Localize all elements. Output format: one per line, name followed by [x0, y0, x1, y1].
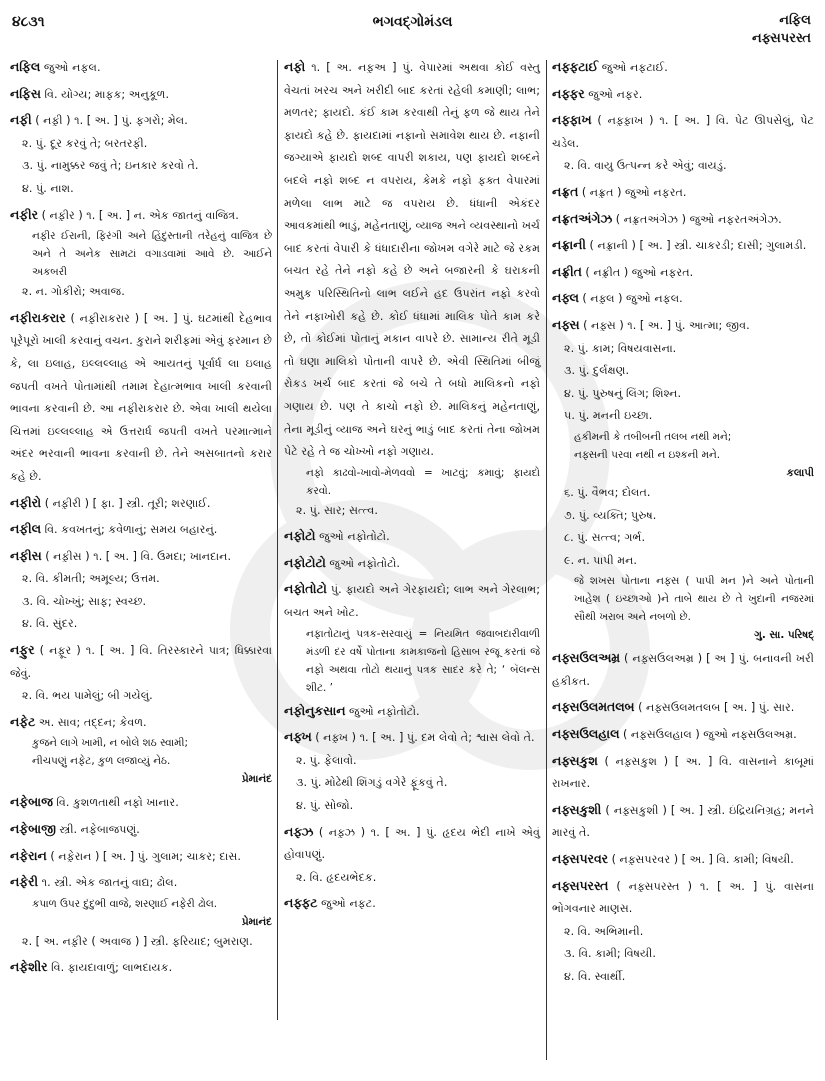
definition: ( નફ઼ીર ) ૧. [ અ. ] ન. એક જાતનું વાજિત્ર. — [41, 208, 239, 222]
headword: નફ્સ — [552, 316, 580, 332]
definition: વિ. યોગ્ય; માફક; અનુકૂળ. — [44, 87, 170, 101]
definition: વિ. કવખતનું; કવેળાનું; સમય બહારનું. — [44, 523, 218, 537]
definition: ( નફ઼્ખ ) ૧. [ અ. ] પું. દમ લેવો તે; શ્વાસ લેવો તે. — [315, 731, 535, 745]
sense: ૫. પું. મનની ઇચ્છા. — [564, 409, 653, 423]
dictionary-entry — [284, 892, 540, 916]
dictionary-entry — [552, 875, 814, 989]
dictionary-entry — [284, 552, 540, 576]
dictionary-entry — [552, 83, 814, 107]
guide-word-last: નફ્સપરસ્ત — [751, 31, 811, 46]
dictionary-entry — [552, 848, 814, 872]
sense: ૨. વિ. અભિમાની. — [564, 924, 644, 938]
headword: નફ્ફર — [552, 85, 585, 101]
headword: નફીલ — [10, 521, 41, 537]
sense: ૨. વિ. વાયુ ઉત્પન્ન કરે એવું; વાયડું. — [564, 159, 727, 173]
definition: ( નફ઼્સ ) ૧. [ અ. ] પું. આત્મા; જીવ. — [583, 318, 750, 332]
definition: ( નફ઼્સકુશી ) [ અ. ] સ્ત્રી. ઇંદ્રિયનિગ્રહ; મનને મારવું તે. — [552, 803, 814, 840]
dictionary-entry — [10, 492, 272, 516]
sense: ૨. વિ. ભય પામેલું; બી ગયેલું. — [22, 689, 153, 703]
guide-word-first: નફિલ — [779, 13, 811, 28]
quotation: જે શખસ પોતાના નફ્સ ( પાપી મન )ને અને પોતાની ખાહેશ ( ઇચ્છાઓ )ને તાબે થાય છે તે ખુદાની નજરમાં સૌથી ખરાબ અને નબળો છે. — [574, 575, 814, 624]
definition: જુઓ નફર. — [588, 87, 643, 101]
dictionary-entry — [10, 845, 272, 869]
definition: ( નફ઼્ઝ ) ૧. [ અ. ] પું. હૃદય ભેદી નાખે એવું હોવાપણું. — [284, 825, 541, 862]
column-3 — [552, 56, 814, 992]
dictionary-entry — [552, 181, 814, 205]
definition: ( નફ઼્રાની ) [ અ. ] સ્ત્રી. ચાકરડી; દાસી; ગુલામડી. — [589, 239, 807, 253]
definition: વિ. કુશળતાથી નફો ખાનાર. — [56, 796, 179, 810]
dictionary-entry — [284, 578, 540, 696]
headword: નફ્લ — [552, 290, 579, 306]
sense: ૪. વિ. સુંદર. — [22, 617, 78, 631]
headword: નફિલ — [10, 59, 41, 74]
definition: જુઓ નફટ. — [321, 897, 376, 911]
sense: ૮. પું. સત્ત્વ; ગર્ભ. — [564, 531, 646, 545]
dictionary-entry — [10, 818, 272, 842]
dictionary-entry — [10, 204, 272, 304]
dictionary-entry — [10, 791, 272, 815]
sense: ૪. વિ. સ્વાર્થી. — [564, 970, 626, 983]
dictionary-entry — [10, 956, 272, 980]
column-2 — [284, 56, 540, 919]
page-header — [0, 0, 825, 52]
headword: નફીરાકરાર — [10, 309, 66, 325]
headword: નફ્સઉલઅમ્ર — [552, 650, 621, 666]
headword: નફ્સપરસ્ત — [552, 877, 609, 893]
headword: નફ્સપરવર — [552, 851, 609, 867]
book-title: ભગવદ્ગોમંડલ — [372, 14, 453, 30]
headword: નફુર — [10, 642, 35, 658]
page-number: ૪૮૩૧ — [12, 14, 45, 30]
quotation: હકીમની કે તબીબની તલબ નથી મને; — [574, 430, 732, 443]
quotation: નીચપણું નફેટ, કુળ લજાવ્યું નેઠ. — [32, 755, 171, 768]
sense: ૩. પું. દુર્લક્ષણ. — [564, 364, 630, 378]
dictionary-entry — [284, 525, 540, 549]
headword: નફ્ઝ — [284, 823, 314, 839]
headword: નફોટોટો — [284, 554, 326, 570]
definition: ( નફ઼્રીત ) જુઓ નફરત. — [585, 265, 694, 279]
headword: નફ્રતઅંગેઝ — [552, 210, 613, 226]
definition: ( નફ઼ેરાન ) [ અ. ] પું. ગુલામ; ચાકર; દાસ. — [50, 849, 241, 863]
dictionary-entry — [552, 109, 814, 178]
headword: નફ્રાની — [552, 237, 586, 253]
dictionary-entry — [10, 518, 272, 542]
dictionary-entry — [10, 83, 272, 107]
headword: નફિસ — [10, 85, 41, 101]
dictionary-entry — [284, 700, 540, 724]
dictionary-entry — [552, 799, 814, 845]
dictionary-entry — [10, 307, 272, 489]
definition: ( નફ઼્રત ) જુઓ નફરત. — [581, 185, 687, 199]
definition: ( નફ઼ીસ ) ૧. [ અ. ] વિ. ઉમદા; ખાનદાન. — [45, 549, 232, 563]
headword: નફોટો — [284, 528, 316, 544]
headword: નફેરાન — [10, 847, 47, 863]
dictionary-entry — [10, 56, 272, 80]
dictionary-entry — [552, 287, 814, 311]
definition: ( નફ઼્સઉલઅમ્ર ) [ અ ] પું. બનાવની ખરી હકીકત. — [552, 652, 814, 688]
dictionary-entry — [552, 208, 814, 232]
definition: પું. ફાયદો અને ગેરફાયદો; લાભ અને ગેરલાભ; બચત અને ખોટ. — [284, 583, 540, 620]
sense: ૪. પું. નાશ. — [22, 181, 74, 195]
definition: જુઓ નફોતોટો. — [319, 530, 390, 544]
dictionary-entry — [552, 261, 814, 285]
quotation: નફાતોટાનું પત્રક-સરવાયું = નિયમિત જવાબદારીવાળી મંડળી દર વર્ષે પોતાના કામકાજનો હિસાબ રજૂ કરતાં જે નફો અથવા તોટો થયાનું પત્રક સાદર કરે તે; ‘ બૅલન્સ શીટ. ’ — [306, 627, 540, 694]
definition: ( નફ઼્સપરસ્ત ) ૧. [ અ. ] પું. વાસના ભોગવનાર માણસ. — [552, 879, 815, 916]
dictionary-entry — [552, 234, 814, 258]
sense: ૯. ન. પાપી મન. — [564, 553, 637, 567]
definition: જુઓ નફોતોટો. — [329, 556, 400, 570]
definition: ( નફ઼્સકુશ ) [ અ. ] વિ. વાસનાને કાબૂમાં રાખનાર. — [552, 754, 814, 791]
headword: નફ્સઉલહાલ — [552, 726, 620, 742]
headword: નફી — [10, 112, 32, 128]
sense: ૩. વિ. કામી; વિષયી. — [564, 947, 656, 961]
definition: ( નફ઼્રતઅંગેઝ ) જુઓ નફરતઅંગેઝ. — [615, 212, 782, 226]
definition: ( નફ઼ૂર ) ૧. [ અ. ] વિ. તિરસ્કારને પાત્ર; ધિક્કારવા જેવું. — [10, 644, 272, 680]
quotation: કપાળ ઉપર દુંદુભી વાજે, શરણાઈ નફેરી ઢોલ. — [32, 897, 218, 910]
definition: ( નફ઼્સઉલહાલ ) જુઓ નફ્સઉલઅમ્ર. — [623, 728, 797, 742]
guide-words — [752, 12, 811, 48]
sense: ૨. વિ. કીમતી; અમૂલ્ય; ઉત્તમ. — [22, 572, 160, 586]
sense: ૩. પું. નામુક્કર જવું તે; ઇનકાર કરવો તે. — [22, 159, 199, 173]
headword: નફોનુકસાન — [284, 702, 346, 718]
headword: નફીસ — [10, 547, 42, 563]
headword: નફ્સકુશ — [552, 752, 598, 768]
definition: સ્ત્રી. નફેબાજપણું. — [59, 823, 140, 837]
headword: નફ્રીત — [552, 263, 582, 279]
headword: નફ્ફાખ — [552, 112, 592, 128]
definition: ( નફ઼ીરી ) [ ફા. ] સ્ત્રી. તૂરી; શરણાઈ. — [44, 496, 211, 510]
dictionary-entry — [10, 545, 272, 636]
column-divider — [546, 60, 547, 1060]
definition: જુઓ નફટાઈ. — [601, 61, 668, 74]
dictionary-entry — [552, 750, 814, 796]
definition: વિ. ફાયદાવાળું; લાભદાયક. — [51, 961, 173, 975]
dictionary-entry — [552, 723, 814, 747]
sense: ૩. વિ. ચોખ્ખું; સાફ; સ્વચ્છ. — [22, 594, 147, 608]
column-divider — [277, 60, 278, 1020]
headword: નફ્સઉલમતલબ — [552, 699, 635, 715]
dictionary-entry — [10, 711, 272, 789]
sense: ૩. પું. મોઢેથી શિંગડું વગેરે ફૂંકવું તે. — [296, 776, 448, 790]
headword: નફીર — [10, 206, 39, 222]
sense: ૨. પું. સાર; સત્ત્વ. — [296, 503, 378, 517]
quotation: નફ્સની પરવા નથી ન ઇશ્કની મને. — [574, 448, 721, 461]
dictionary-entry — [552, 647, 814, 693]
headword: નફેટ — [10, 713, 36, 729]
quotation: નફીર ઈરાની, ફિરંગી અને હિંદુસ્તાની તરેહનું વાજિત્ર છે અને તે અનેક સામટાં વગાડવામાં આવે છે. આઈને અકબરી — [32, 230, 272, 279]
dictionary-entry — [552, 56, 814, 80]
headword: નફો — [284, 59, 306, 74]
headword: નફેરી — [10, 874, 39, 890]
dictionary-entry — [10, 871, 272, 953]
quotation-source: પ્રેમાનંદ — [241, 915, 272, 928]
headword: નફોતોટો — [284, 581, 327, 597]
quotation: કુજને લાગે ખામી, ન બોલે શઠ સ્વામી; — [32, 737, 188, 750]
sense: ૨. ન. ગોકીરો; અવાજ. — [22, 285, 125, 299]
definition: ( નફ઼ીરાકરાર ) [ અ. ] પું. ઘટમાંથી દેહભાવ પૂરેપૂરો ખાલી કરવાનું વચન. કુરાને શરીફમાં એવું ફરમાન છે કે, લા ઇલાહ, ઇલ્લલ્લાહ એ આયતનું પૂર્વાર્ધ લા ઇલાહ જપતી વખતે પોતામાંથી તમામ દેહાત્મભાવ ખાલી કરવાની ભાવના કરવાની છે. આ નફીરાકરાર છે. એવા ખાલી થયેલા ચિત્તમાં ઇલ્લલ્લાહ એ ઉત્તરાર્ધ જપતી વખતે પરમાત્માને અંદર ભરવાની ભાવના કરવાની છે. તેને અસબાતનો કરાર કહે છે. — [10, 311, 272, 483]
definition: ૧. [ અ. નફ઼અ ] પું. વેપારમાં અથવા કોઈ વસ્તુ વેચતાં ખરચ અને ખરીદી બાદ કરતાં રહેલી કમાણી; લાભ; મળતર; ફાયદો. કંઈ કામ કરવાથી તેનું ફળ જે થાય તેને ફાયદો કહે છે. ફાયદામાં નફાનો સમાવેશ થાય છે. નફાની જગ્યાએ ફાયદો શબ્દ વાપરી શકાય, પણ ફાયદો શબ્દને બદલે નફો શબ્દ ન વપરાય, કેમકે નફો ફક્ત વેપારમાં મળેલા લાભ માટે જ વપરાય છે. ધંધાની એકંદર આવકમાંથી ભાડું, મહેનતાણું, વ્યાજ અને વ્યવસ્થાનો ખર્ચ બાદ કરતાં વેપારી કે ધંધાદારીના જોખમ વગેરે માટે જે રકમ બચત રહે તેને નફો કહે છે અને બજારની કે ઘરાકની અમુક પરિસ્થિતિનો લાભ લઈને હદ ઉપરાંત નફો કરવો તેને નફાખોરી કહે છે. કોઈ ધંધામાં માલિક પોતે કામ કરે છે, તો કોઈમાં પોતાનું મકાન વાપરે છે. સામાન્ય રીતે મૂડી તો ઘણા માલિકો પોતાની વાપરે છે. એવી સ્થિતિમાં બીજું રોકડ ખર્ચ બાદ કરતાં જે બચે તે બધો માલિકનો નફો ગણાય છે. પણ તે કાચો નફો છે. માલિકનું મહેનતાણું, તેના મૂડીનું વ્યાજ અને ઘરનું ભાડું બાદ કરતાં તેના જોખમ પેટે રહે તે જ ચોખ્ખો નફો ગણાય. — [284, 61, 540, 459]
sense: ૨. પું. દૂર કરવું તે; બરતરફી. — [22, 136, 148, 150]
headword: નફીરો — [10, 494, 42, 510]
definition: ( નફ઼્સપરવર ) [ અ. ] વિ. કામી; વિષયી. — [611, 853, 794, 867]
dictionary-entry — [552, 314, 814, 644]
sense: ૪. પું. સોજો. — [296, 799, 354, 813]
quotation-source: પ્રેમાનંદ — [241, 773, 272, 786]
definition: ( નફ઼્સઉલમતલબ [ અ. ] પું. સાર. — [638, 701, 795, 715]
headword: નફેબાજ — [10, 794, 53, 810]
headword: નફેબાજી — [10, 821, 56, 837]
column-1 — [10, 56, 272, 983]
quotation: નફો કાઢવો-ખાવો-મેળવવો = ખાટવું; કમાવું; ફાયદો કરવો. — [306, 466, 540, 497]
sense: ૨. પું. ફેલાવો. — [296, 753, 357, 767]
quotation-source: કલાપી — [786, 466, 814, 479]
definition: અ. સાવ; તદ્દન; કેવળ. — [38, 715, 147, 729]
dictionary-entry — [10, 109, 272, 200]
sense: ૬. પું. વૈભવ; દોલત. — [564, 485, 651, 499]
headword: નફ્ફટ — [284, 895, 318, 911]
headword: નફ્ફટાઈ — [552, 59, 599, 74]
definition: જુઓ નફલ. — [43, 61, 101, 74]
dictionary-entry — [10, 639, 272, 708]
headword: નફેશીર — [10, 959, 48, 975]
dictionary-entry — [284, 56, 540, 522]
sense: ૪. પું. પુરુષનું લિંગ; શિશ્ન. — [564, 386, 681, 400]
definition: ( નફ઼ી ) ૧. [ અ. ] પું. ફગરો; મેલ. — [35, 114, 188, 128]
definition: ( નફ઼્લ ) જુઓ નફલ. — [582, 292, 683, 306]
definition: ( નફ઼્ફ઼ાખ ) ૧. [ અ. ] વિ. પેટ ઊપસેલું, પેટ ચડેલ. — [552, 114, 814, 150]
headword: નફ્ખ — [284, 729, 312, 745]
quotation-source: ગુ. સા. પરિષદ્ — [754, 629, 814, 642]
headword: નફ્સકુશી — [552, 801, 602, 817]
sense: ૨. પું. કામ; વિષયવાસના. — [564, 341, 677, 355]
sense: ૨. વિ. હૃદયભેદક. — [296, 870, 377, 884]
definition: ૧. સ્ત્રી. એક જાતનું વાદ્ય; ઢોલ. — [41, 876, 178, 890]
sense: ૭. પું. વ્યક્તિ; પુરુષ. — [564, 508, 657, 522]
dictionary-entry — [284, 726, 540, 817]
sense: ૨. [ અ. નફ઼ીર ( અવાજ ) ] સ્ત્રી. ફરિયાદ; બુમરાણ. — [22, 934, 253, 948]
dictionary-entry — [284, 821, 540, 890]
definition: જુઓ નફોતોટો. — [349, 704, 420, 718]
headword: નફ્રત — [552, 183, 579, 199]
dictionary-entry — [552, 696, 814, 720]
